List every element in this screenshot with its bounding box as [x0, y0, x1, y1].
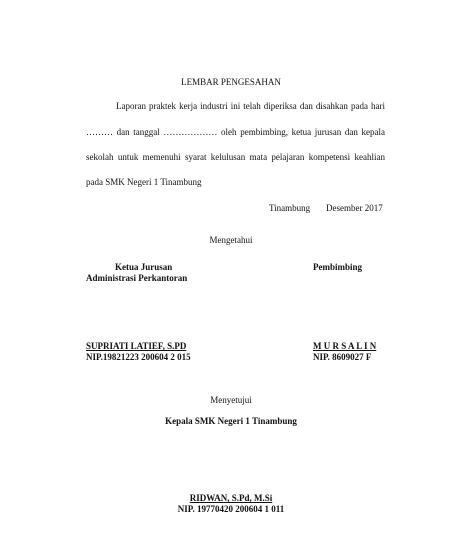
paragraph-line: pada SMK Negeri 1 Tinambung [86, 177, 202, 187]
principal-name: RIDWAN, S.Pd, M.Si [189, 493, 273, 503]
paragraph-line: ……… dan tanggal ……………… oleh pembimbing, ketua jurusan dan kepala [86, 127, 385, 137]
principal-role: Kepala SMK Negeri 1 Tinambung [165, 416, 297, 426]
right-role: Pembimbing [313, 262, 363, 272]
right-signatory-name: M U R S A L I N [313, 341, 377, 351]
left-signatory-name: SUPRIATI LATIEF, S.PD [86, 341, 187, 351]
approved-label: Menyetujui [210, 395, 252, 405]
left-role-line2: Administrasi Perkantoran [86, 273, 188, 283]
left-signatory-nip: NIP.19821223 200604 2 015 [86, 352, 191, 362]
paragraph-line: sekolah untuk memenuhi syarat kelulusan mata pelajaran kompetensi keahlian [86, 152, 385, 162]
date-text: Desember 2017 [326, 203, 383, 213]
place-text: Tinambung [269, 203, 311, 213]
left-role-line1: Ketua Jurusan [115, 262, 173, 272]
right-signatory-nip: NIP. 8609027 F [313, 352, 372, 362]
paragraph-line: Laporan praktek kerja industri ini telah diperiksa dan disahkan pada hari [116, 101, 385, 111]
document-title: LEMBAR PENGESAHAN [181, 77, 281, 87]
principal-nip: NIP. 19770420 200604 1 011 [177, 504, 285, 514]
acknowledged-label: Mengetahui [209, 235, 253, 245]
